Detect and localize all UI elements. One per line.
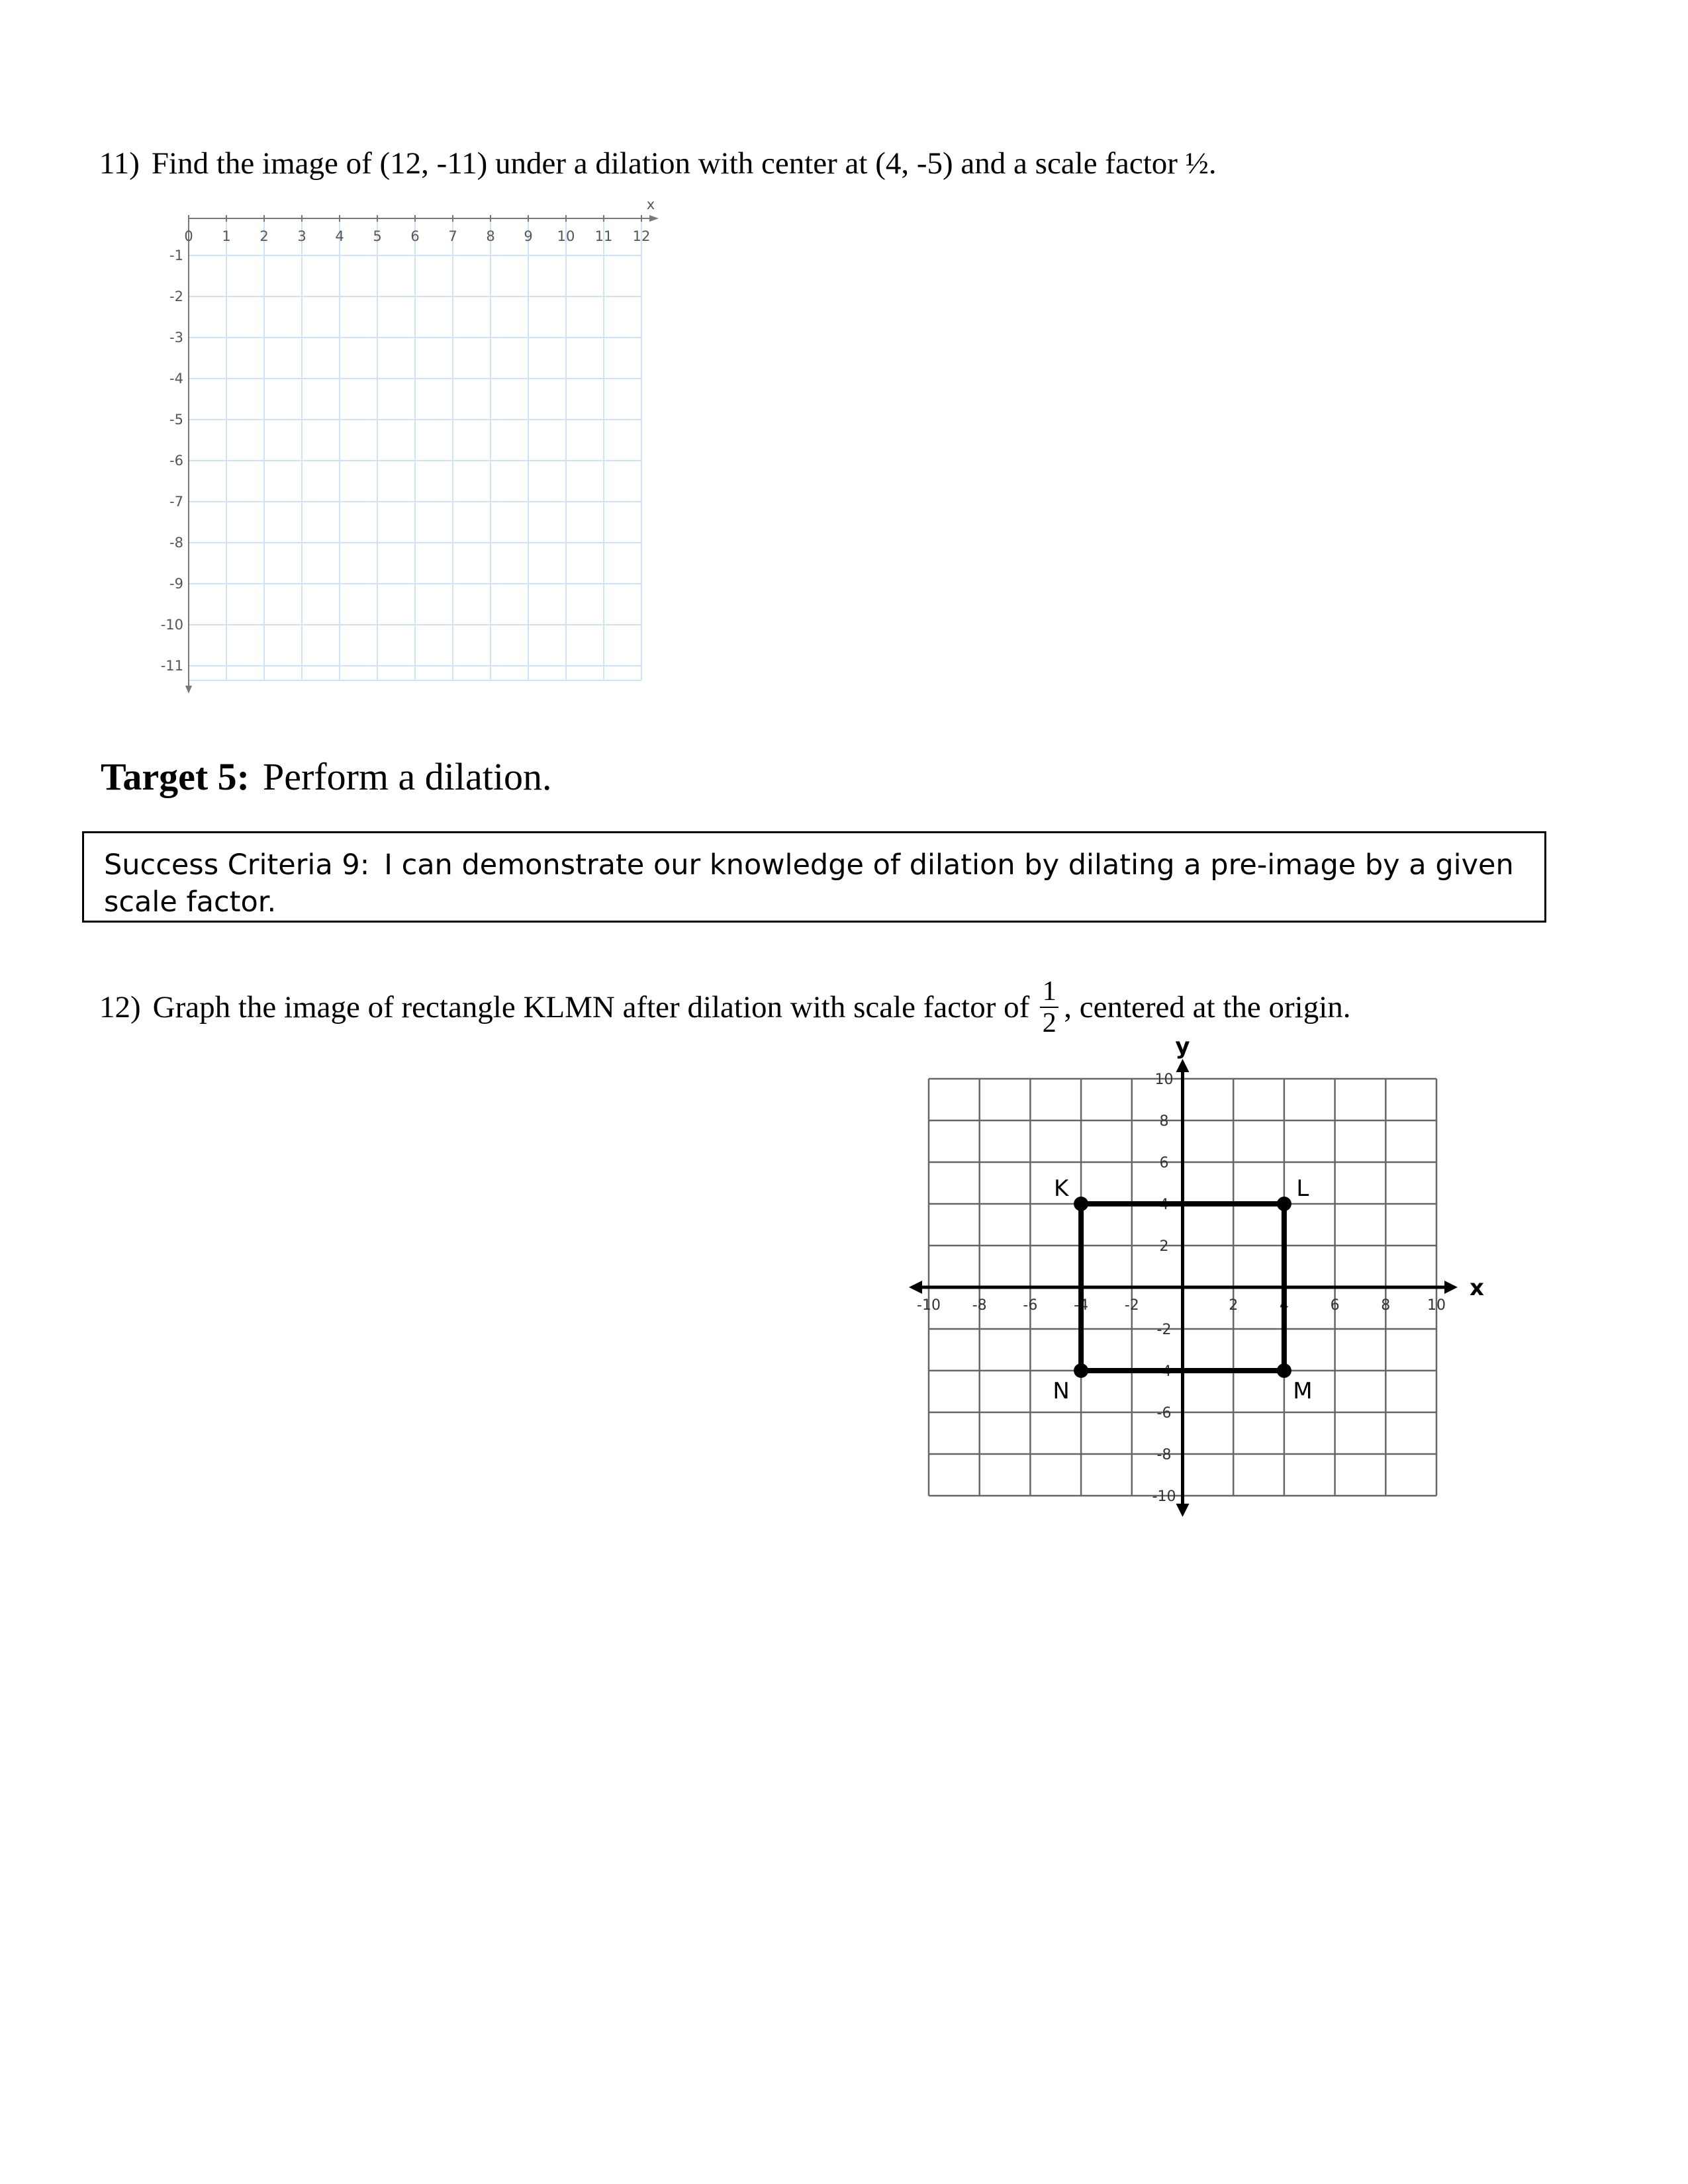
y-tick-label: -6 [1156,1405,1172,1422]
y-axis-arrow-up [1176,1059,1190,1072]
y-tick-label: 8 [1159,1113,1169,1130]
x-axis-label: x [1470,1275,1484,1301]
question-11-number: 11) [99,146,140,181]
fraction-denominator: 2 [1042,1008,1056,1038]
question-11-text: Find the image of (12, -11) under a dilation with center at (4, -5) and a scale factor ½. [151,146,1217,181]
y-tick-label: -6 [169,453,183,469]
vertex-k [1074,1197,1088,1211]
y-tick-label: -4 [169,371,183,387]
x-tick-label: 3 [297,228,306,244]
x-tick-label: -8 [972,1297,987,1314]
x-tick-label: 7 [448,228,457,244]
x-axis-arrow-right [1444,1281,1458,1294]
y-tick-label: 10 [1154,1071,1174,1088]
x-tick-label: 10 [1427,1297,1446,1314]
success-criteria-text: I can demonstrate our knowledge of dilation by dilating a pre-image by a given scale factor. [104,848,1514,919]
fraction-numerator: 1 [1042,976,1056,1007]
target-text: Perform a dilation. [262,755,552,798]
x-tick-label: 1 [222,228,231,244]
x-tick-label: 9 [524,228,533,244]
x-tick-label: 0 [184,228,193,244]
y-tick-label: -10 [1152,1488,1176,1505]
y-tick-label: -5 [169,412,183,428]
question-12-text: Graph the image of rectangle KLMN after dilation with scale factor of [152,990,1030,1024]
x-tick-label: 8 [486,228,495,244]
y-tick-label: -2 [1156,1322,1172,1338]
y-axis-arrow-down [1176,1504,1190,1517]
y-tick-label: -3 [169,330,183,345]
x-tick-label: 8 [1381,1297,1391,1314]
vertex-label-l: L [1296,1175,1309,1202]
y-tick-label: 2 [1159,1238,1169,1255]
y-tick-label: -11 [160,658,183,674]
y-tick-label: -8 [169,535,183,551]
y-tick-label: -10 [160,617,183,633]
x-tick-label: -6 [1023,1297,1038,1314]
vertex-l [1277,1197,1291,1211]
vertex-label-k: K [1053,1175,1069,1202]
vertex-label-n: N [1053,1378,1070,1404]
success-criteria-label: Success Criteria 9: [104,848,370,882]
y-axis-label: y [1175,1033,1190,1060]
question-12-text-end: , centered at the origin. [1064,990,1351,1024]
x-tick-label: 11 [594,228,613,244]
x-tick-label: 12 [632,228,651,244]
x-tick-label: 2 [1229,1297,1239,1314]
x-tick-label: 4 [335,228,344,244]
x-tick-label: -4 [1074,1297,1089,1314]
y-tick-label: 6 [1159,1155,1169,1171]
x-axis-arrow-left [909,1281,922,1294]
x-tick-label: 10 [557,228,575,244]
x-tick-label: 4 [1279,1297,1289,1314]
y-tick-label: -1 [169,248,183,263]
y-tick-label: -9 [169,576,183,592]
x-tick-label: 2 [259,228,269,244]
x-tick-label: 6 [410,228,420,244]
y-tick-label: -7 [169,494,183,510]
vertex-m [1277,1363,1291,1378]
question-12-number: 12) [99,990,141,1024]
y-tick-label: -2 [169,289,183,304]
x-tick-label: 5 [373,228,382,244]
vertex-n [1074,1363,1088,1378]
x-axis-label: x [646,197,655,212]
x-tick-label: -10 [917,1297,941,1314]
vertex-label-m: M [1293,1378,1313,1404]
target-label: Target 5: [101,755,250,798]
y-tick-label: -8 [1156,1447,1172,1463]
y-tick-label: -4 [1156,1363,1172,1380]
x-tick-label: 6 [1330,1297,1340,1314]
y-tick-label: 4 [1159,1197,1169,1213]
x-tick-label: -2 [1124,1297,1139,1314]
